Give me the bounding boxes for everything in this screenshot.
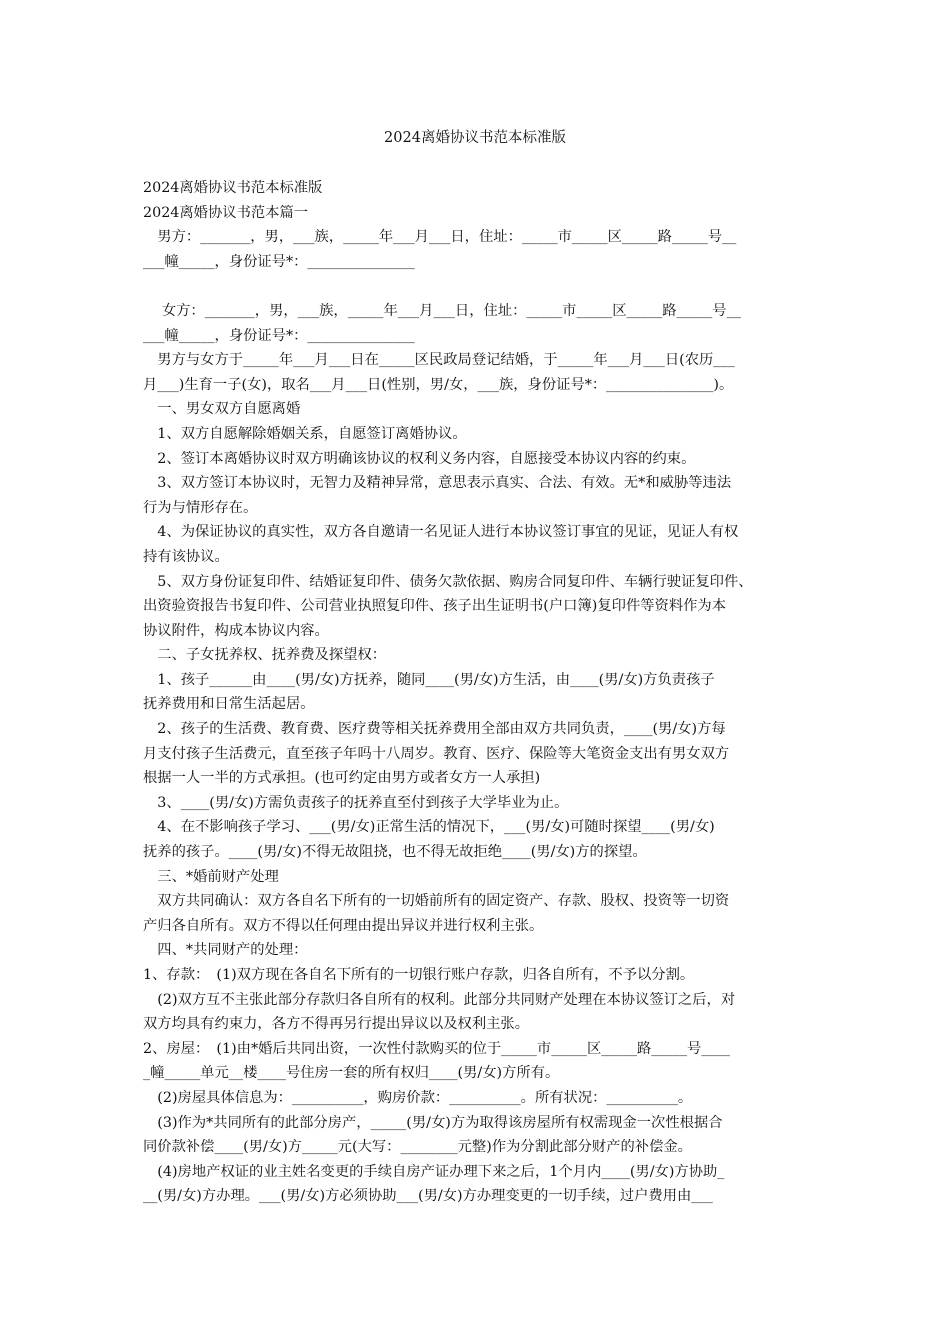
text-line: 3、____(男/女)方需负责孩子的抚养直至付到孩子大学毕业为止。 xyxy=(143,794,569,811)
text-line: 行为与情形存在。 xyxy=(143,499,258,516)
text-line: 2、签订本离婚协议时双方明确该协议的权利义务内容，自愿接受本协议内容的约束。 xyxy=(143,450,696,467)
text-line: 1、双方自愿解除婚姻关系，自愿签订离婚协议。 xyxy=(143,425,467,442)
text-line: 4、在不影响孩子学习、___(男/女)正常生活的情况下，___(男/女)可随时探望____(男/女) xyxy=(143,819,715,836)
text-line: 4、为保证协议的真实性，双方各自邀请一名见证人进行本协议签订事宜的见证，见证人有权 xyxy=(143,524,739,541)
text-line: 2024离婚协议书范本篇一 xyxy=(143,204,309,221)
text-line: 双方共同确认：双方各自名下所有的一切婚前所有的固定资产、存款、股权、投资等一切资 xyxy=(143,893,730,910)
text-line: 双方均具有约束力，各方不得再另行提出异议以及权利主张。 xyxy=(143,1016,530,1033)
text-line: 同价款补偿____(男/女)方_____元(大写：________元整)作为分割此部分财产的补偿金。 xyxy=(143,1139,692,1156)
text-line: 男方：_______，男，___族，_____年___月___日，住址：_____市_____区_____路_____号__ xyxy=(143,229,737,246)
text-line: 5、双方身份证复印件、结婚证复印件、债务欠款依据、购房合同复印件、车辆行驶证复印件、 xyxy=(143,573,753,590)
page-title: 2024离婚协议书范本标准版 xyxy=(384,130,566,146)
text-line: 女方：_______，男，___族，_____年___月___日，住址：_____市_____区_____路_____号__ xyxy=(143,302,741,319)
text-line: (2)双方互不主张此部分存款归各自所有的权利。此部分共同财产处理在本协议签订之后，对 xyxy=(143,991,736,1008)
text-line: __(男/女)方办理。___(男/女)方必须协助___(男/女)方办理变更的一切手续，过户费用由___ xyxy=(143,1188,713,1205)
text-line: 出资验资报告书复印件、公司营业执照复印件、孩子出生证明书(户口簿)复印件等资料作为本 xyxy=(143,598,727,615)
text-line: 抚养费用和日常生活起居。 xyxy=(143,696,315,713)
blank-line xyxy=(143,274,823,299)
text-line: ___幢_____，身份证号*：_______________ xyxy=(143,253,415,270)
text-line: 3、双方签订本协议时，无智力及精神异常，意思表示真实、合法、有效。无*和威胁等违法 xyxy=(143,475,732,492)
text-line: (2)房屋具体信息为：__________，购房价款：__________。所有状况：__________。 xyxy=(143,1089,693,1106)
text-line: 1、存款： (1)双方现在各自名下所有的一切银行账户存款，归各自所有，不予以分割。 xyxy=(143,967,695,983)
text-line: 三、*婚前财产处理 xyxy=(143,868,279,885)
text-line: ___幢_____，身份证号*：_______________ xyxy=(143,327,415,344)
text-line: 一、男女双方自愿离婚 xyxy=(143,401,301,418)
document-body xyxy=(143,176,823,1209)
text-line: 持有该协议。 xyxy=(143,548,229,565)
text-line: 月___)生育一子(女)，取名___月___日(性别，男/女，___族，身份证号*：_______________)。 xyxy=(143,376,734,393)
text-line: 根据一人一半的方式承担。(也可约定由男方或者女方一人承担) xyxy=(143,770,541,787)
text-line: 二、子女抚养权、抚养费及探望权： xyxy=(143,647,387,664)
text-line: 2、房屋： (1)由*婚后共同出资，一次性付款购买的位于_____市_____区_____路_____号____ xyxy=(143,1040,730,1057)
text-line: 协议附件，构成本协议内容。 xyxy=(143,622,329,639)
text-line: 1、孩子______由____(男/女)方抚养，随同____(男/女)方生活，由____(男/女)方负责孩子 xyxy=(143,671,715,688)
text-line: 2、孩子的生活费、教育费、医疗费等相关抚养费用全部由双方共同负责，____(男/女)方每 xyxy=(143,721,726,738)
text-line: 四、*共同财产的处理： xyxy=(143,942,308,959)
text-line: (4)房地产权证的业主姓名变更的手续自房产证办理下来之后，1个月内____(男/女)方协助_ xyxy=(143,1163,725,1180)
text-line: 产归各自所有。双方不得以任何理由提出异议并进行权利主张。 xyxy=(143,917,544,934)
text-line: (3)作为*共同所有的此部分房产，_____(男/女)方为取得该房屋所有权需现金一次性根据合 xyxy=(143,1114,723,1131)
text-line: 抚养的孩子。____(男/女)不得无故阻挠，也不得无故拒绝____(男/女)方的探望。 xyxy=(143,844,647,861)
text-line: 月支付孩子生活费元，直至孩子年吗十八周岁。教育、医疗、保险等大笔资金支出有男女双方 xyxy=(143,745,730,762)
text-line: 男方与女方于_____年___月___日在_____区民政局登记结婚，于_____年___月___日(农历___ xyxy=(143,352,735,369)
text-line: 2024离婚协议书范本标准版 xyxy=(143,180,323,196)
text-line: _幢_____单元__楼____号住房一套的所有权归____(男/女)方所有。 xyxy=(143,1065,560,1082)
